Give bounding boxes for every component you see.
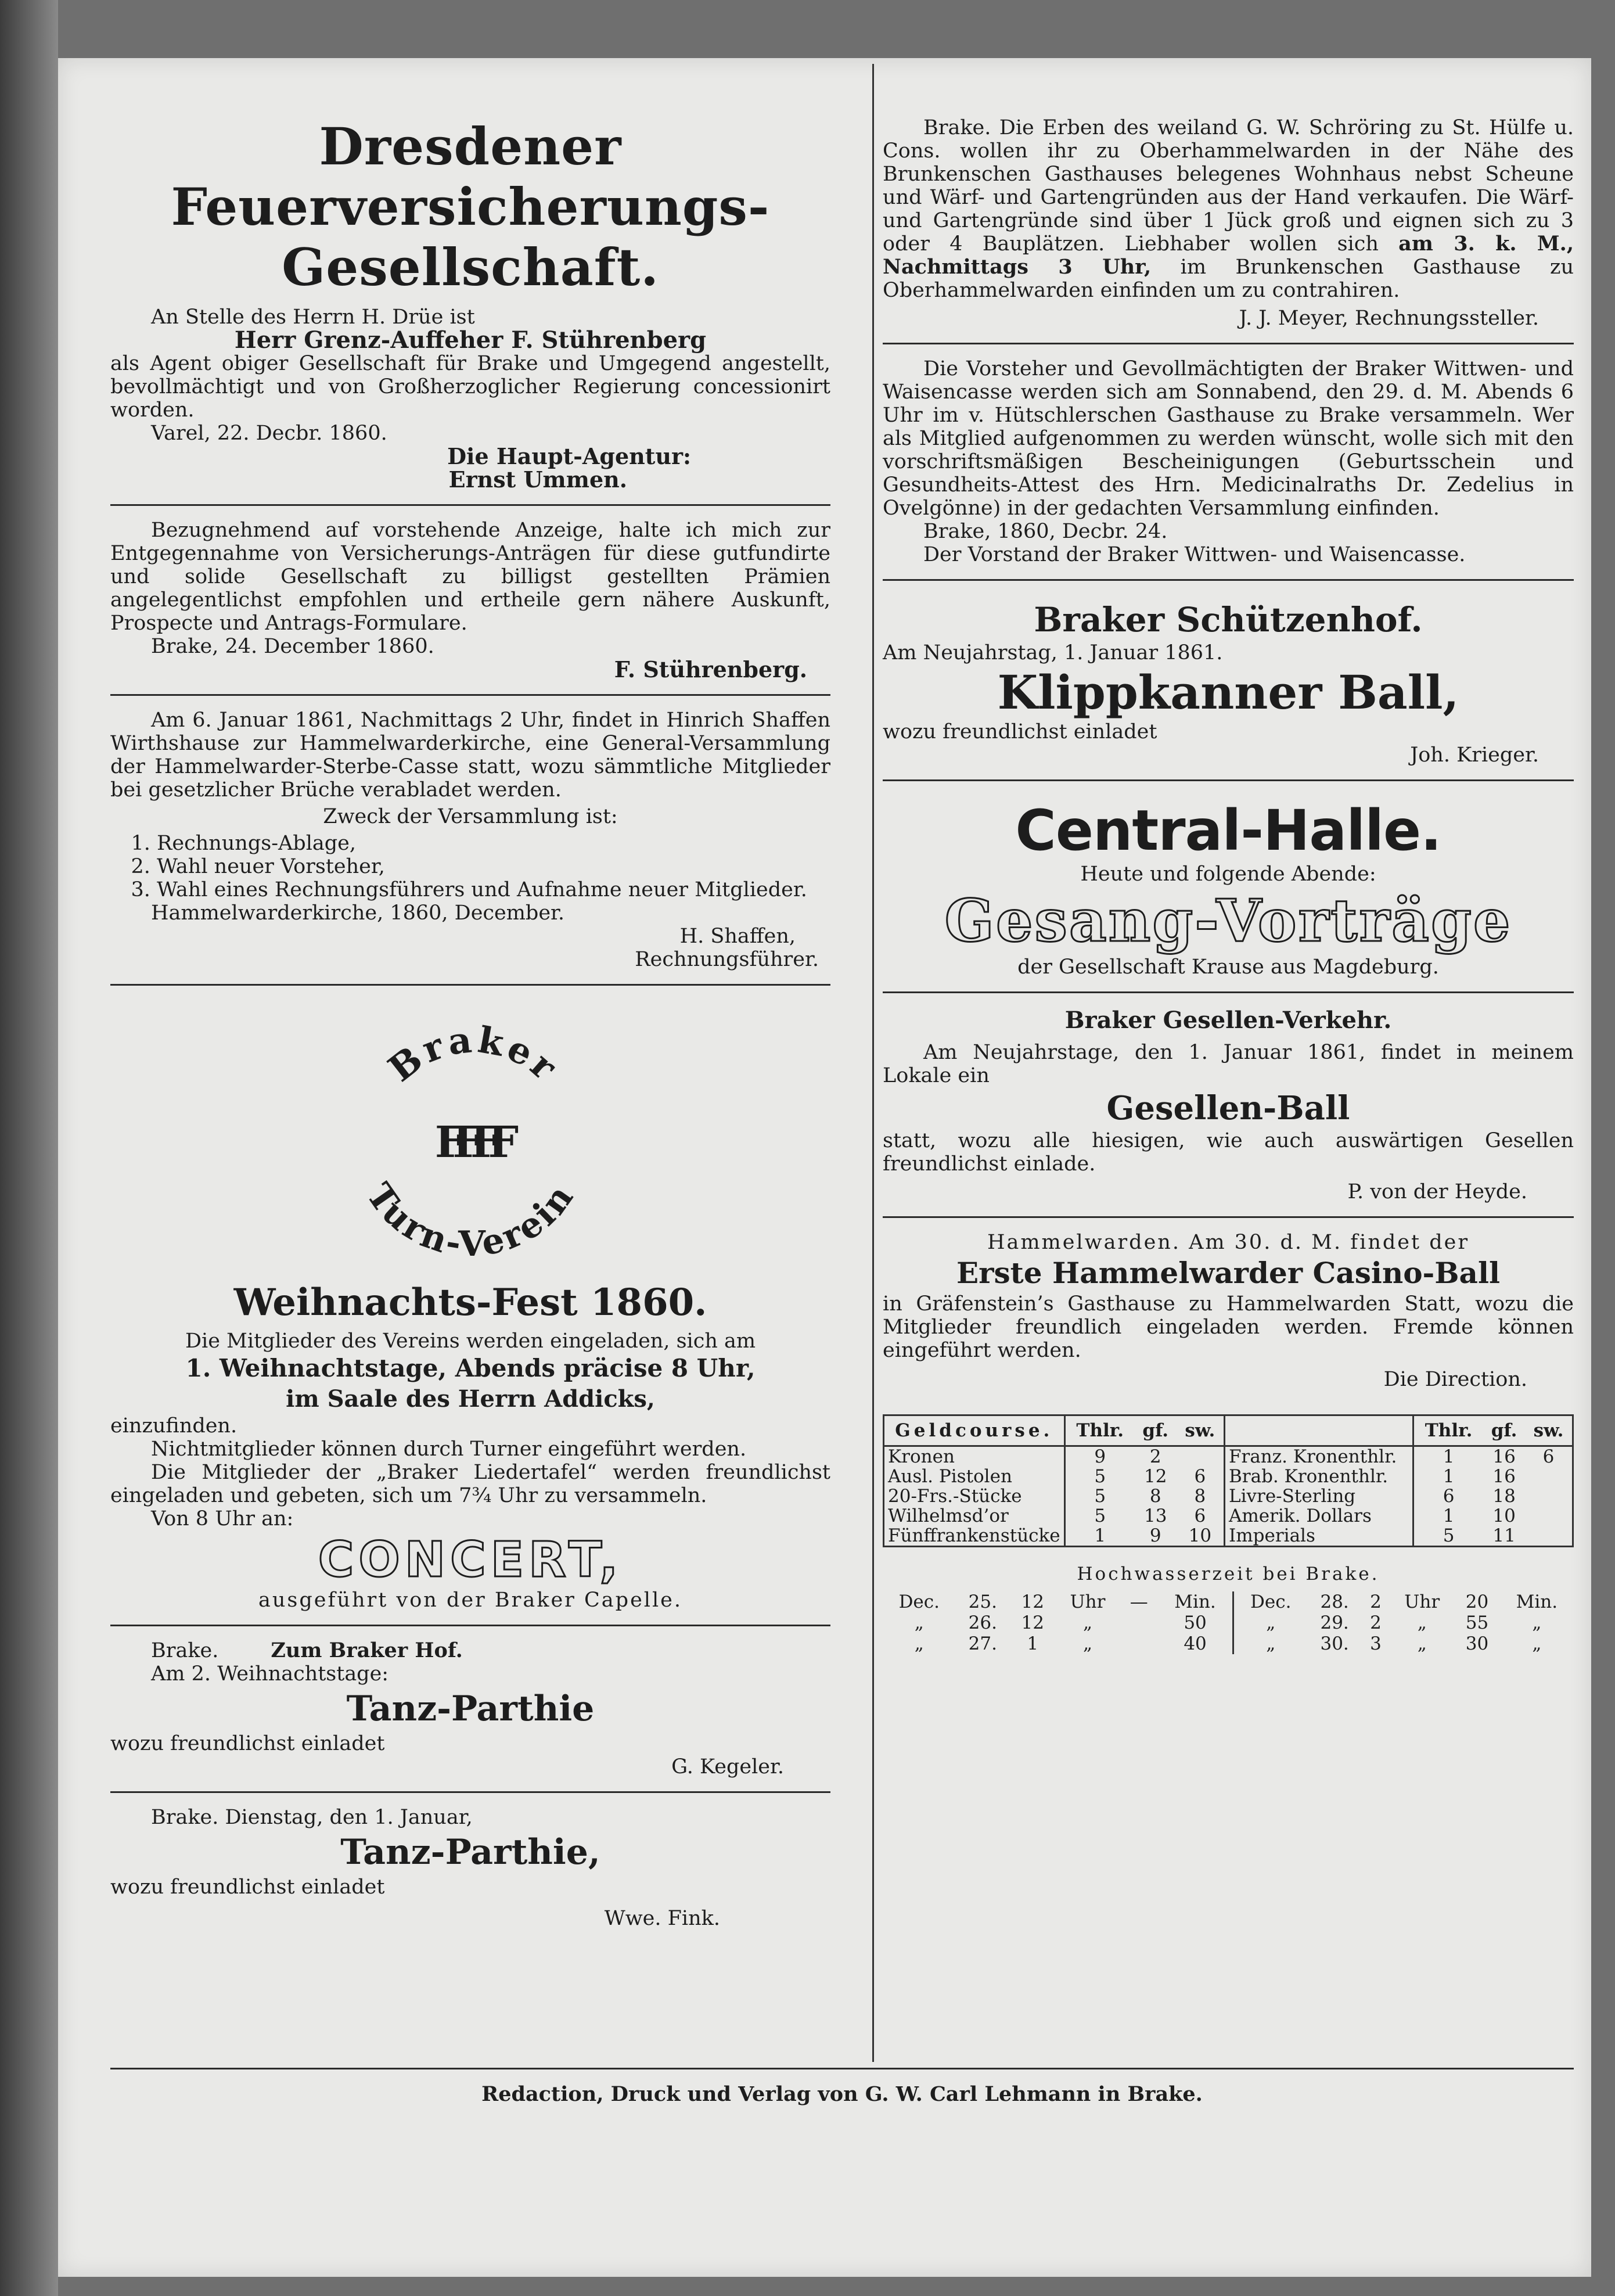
divider <box>110 694 830 696</box>
ad-turnverein <box>110 1003 830 1612</box>
table-cell: Franz. Kronenthlr. <box>1225 1446 1413 1467</box>
emblem-top-text: Braker <box>380 1018 567 1091</box>
divider <box>110 1791 830 1793</box>
table-row <box>884 1506 1572 1526</box>
gesellen-sig: P. von der Heyde. <box>1347 1180 1527 1203</box>
ad-sterbecasse <box>110 709 830 971</box>
table-cell: 9 <box>1149 1525 1161 1546</box>
table-cell: 5 <box>1064 1467 1135 1486</box>
fink-line1: Brake. Dienstag, den 1. Januar, <box>151 1806 473 1829</box>
col-thlr: Thlr. <box>1064 1416 1135 1446</box>
ad-braker-hof <box>110 1639 830 1778</box>
schroering-body <box>883 116 1574 302</box>
table-cell: Brab. Kronenthlr. <box>1225 1467 1413 1486</box>
table-cell: 1 <box>1413 1506 1484 1526</box>
central-halle-by: der Gesellschaft Krause aus Magdeburg. <box>1017 955 1439 979</box>
sterbecasse-purpose: Zweck der Versammlung ist: <box>323 805 618 828</box>
table-row <box>884 1416 1572 1446</box>
turnverein-emblem <box>334 1003 607 1276</box>
table-row <box>883 1591 1574 1612</box>
table-cell: Imperials <box>1225 1526 1413 1546</box>
table-cell: 5 <box>1064 1486 1135 1506</box>
table-cell: Uhr <box>1070 1591 1106 1612</box>
table-cell: 5 <box>1413 1526 1484 1546</box>
table-cell <box>1177 1446 1225 1467</box>
table-cell: 20-Frs.-Stücke <box>888 1486 1022 1507</box>
ad-schuetzenhof <box>883 598 1574 767</box>
table-cell <box>1525 1486 1572 1506</box>
col-sw-2: sw. <box>1525 1416 1572 1446</box>
table-cell: 12 <box>1021 1591 1044 1612</box>
sterbecasse-body: Am 6. Januar 1861, Nachmittags 2 Uhr, findet in Hinrich Shaffen Wirthshause zur Hammelwarderkirche, eine General-Versammlung der Hammelwarder-Sterbe-Casse statt, wozu sämmtliche Mitglieder bei gesetzlicher Brüche verabladet werden. <box>110 709 830 802</box>
tide-title: Hochwasserzeit bei Brake. <box>1077 1564 1380 1584</box>
table-cell: 40 <box>1184 1633 1207 1654</box>
table-row <box>884 1486 1572 1506</box>
ad-stuehrenberg <box>110 519 830 681</box>
table-cell <box>1525 1506 1572 1526</box>
table-cell: 26. <box>968 1612 997 1633</box>
table-cell: 10 <box>1492 1505 1516 1526</box>
geldcourse-table <box>884 1416 1572 1546</box>
svg-text:Braker <box>380 1018 567 1090</box>
sterbecasse-dateline: Hammelwarderkirche, 1860, December. <box>151 901 565 925</box>
table-cell: „ <box>1082 1633 1092 1654</box>
col-gf-2: gf. <box>1483 1416 1525 1446</box>
table-cell: Amerik. Dollars <box>1225 1506 1413 1526</box>
table-row <box>883 1612 1574 1633</box>
table-row <box>884 1446 1572 1467</box>
schuetzenhof-title: Braker Schützenhof. <box>1034 600 1423 639</box>
table-cell: 3 <box>1370 1633 1382 1654</box>
table-cell: „ <box>1417 1633 1427 1654</box>
gesellen-title: Braker Gesellen-Verkehr. <box>1064 1007 1392 1034</box>
fink-invite: wozu freundlichst einladet <box>110 1875 385 1899</box>
table-cell: 1 <box>1413 1446 1484 1467</box>
table-row <box>883 1633 1574 1654</box>
dresdener-agent: Herr Grenz-Auffeher F. Stührenberg <box>234 326 707 354</box>
table-cell: „ <box>914 1612 924 1633</box>
stuehrenberg-dateline: Brake, 24. December 1860. <box>151 635 434 658</box>
divider <box>110 504 830 506</box>
casino-line1: Hammelwarden. Am 30. d. M. findet der <box>987 1231 1470 1254</box>
table-cell: 8 <box>1149 1486 1161 1507</box>
ad-schroering <box>883 116 1574 330</box>
gesellen-body2: statt, wozu alle hiesigen, wie auch auswärtigen Gesellen freundlichst einlade. <box>883 1129 1574 1176</box>
list-item: 2. Wahl neuer Vorsteher, <box>157 855 830 878</box>
table-cell <box>1525 1526 1572 1546</box>
braker-hof-place-text: Brake. <box>151 1639 219 1662</box>
divider <box>110 1625 830 1626</box>
wittwencasse-sig: Der Vorstand der Braker Wittwen- und Waisencasse. <box>923 543 1466 566</box>
table-cell: „ <box>914 1633 924 1654</box>
turnverein-line2: 1. Weihnachtstage, Abends präcise 8 Uhr, <box>185 1354 756 1382</box>
imprint-footer: Redaction, Druck und Verlag von G. W. Carl Lehmann in Brake. <box>481 2082 1203 2106</box>
table-cell: „ <box>1233 1612 1308 1633</box>
braker-hof-place <box>110 1639 830 1662</box>
wittwencasse-body: Die Vorsteher und Gevollmächtigten der Braker Wittwen- und Waisencasse werden sich am Sonnabend, den 29. d. M. Abends 6 Uhr im v. Hütschlerschen Gasthause zu Brake versammeln. Wer als Mitglied aufgenommen zu werden wünscht, wolle sich mit den vorschriftsmäßigen Bescheinigungen (Geburtsschein und Gesundheits-Attest des Hrn. Medicinalraths Dr. Zedelius in Ovelgönne) in der gedachten Versammlung einfinden. <box>883 357 1574 520</box>
table-cell: 6 <box>1413 1486 1484 1506</box>
table-cell: „ <box>1233 1633 1308 1654</box>
schroering-text: Brake. Die Erben des weiland G. W. Schröring zu St. Hülfe u. Cons. wollen ihr zu Oberhammelwarden in der Nähe des Brunkenschen Gasthauses belegenes Wohnhaus nebst Scheune und Wärf- und Gartengründen aus der Hand verkaufen. Die Wärf- und Gartengründe sind über 1 Jück groß und eignen sich zu 3 oder 4 Bauplätzen. Liebhaber wollen sich <box>883 116 1574 256</box>
table-cell: 29. <box>1320 1612 1349 1633</box>
table-cell: Wilhelmsd’or <box>888 1505 1009 1526</box>
table-cell: 1 <box>1064 1526 1135 1546</box>
table-cell: 2 <box>1370 1591 1382 1612</box>
ad-casino <box>883 1231 1574 1391</box>
turnverein-line7: Von 8 Uhr an: <box>151 1507 294 1530</box>
dresdener-title: Dresdener Feuerversicherungs-Gesellschaft. <box>171 116 770 297</box>
turnverein-line5: Nichtmitglieder können durch Turner eingeführt werden. <box>151 1438 747 1461</box>
table-cell: Uhr <box>1404 1591 1440 1612</box>
table-cell: 12 <box>1021 1612 1044 1633</box>
table-cell: 20 <box>1465 1591 1489 1612</box>
geldcourse-body <box>884 1446 1572 1546</box>
gesellen-event: Gesellen-Ball <box>1106 1089 1350 1127</box>
table-cell: 30 <box>1465 1633 1489 1654</box>
table-cell: „ <box>1532 1633 1542 1654</box>
table-cell: 16 <box>1492 1446 1516 1467</box>
geldcourse-header: Geldcourse. <box>884 1416 1064 1446</box>
fink-sig: Wwe. Fink. <box>604 1907 720 1930</box>
schuetzenhof-invite: wozu freundlichst einladet <box>883 720 1157 743</box>
turnverein-line6: Die Mitglieder der „Braker Liedertafel“ werden freundlichst eingeladen und gebeten, sich um 7¾ Uhr zu versammeln. <box>110 1461 830 1507</box>
table-cell <box>1525 1467 1572 1486</box>
table-cell: „ <box>1082 1612 1092 1633</box>
table-cell: 25. <box>968 1591 997 1612</box>
schuetzenhof-sig: Joh. Krieger. <box>1410 743 1539 767</box>
casino-sig: Die Direction. <box>1383 1368 1527 1391</box>
braker-hof-venue: Zum Braker Hof. <box>271 1639 463 1662</box>
dresdener-dateline: Varel, 22. Decbr. 1860. <box>151 422 387 445</box>
table-cell: Min. <box>1516 1591 1558 1612</box>
list-item: 1. Rechnungs-Ablage, <box>157 832 830 855</box>
braker-hof-sig: G. Kegeler. <box>671 1755 784 1778</box>
table-cell: 55 <box>1465 1612 1489 1633</box>
table-cell: Fünffrankenstücke <box>888 1525 1060 1546</box>
table-cell: Dec. <box>898 1591 940 1612</box>
ad-gesellen <box>883 1006 1574 1203</box>
svg-text:Turn-Verein <box>358 1176 582 1265</box>
turnverein-line4: einzufinden. <box>110 1414 238 1438</box>
sterbecasse-list <box>134 832 830 901</box>
divider <box>883 1216 1574 1218</box>
col-gf: gf. <box>1135 1416 1177 1446</box>
tide-table <box>883 1591 1574 1654</box>
sterbecasse-sig1: H. Shaffen, <box>679 925 796 948</box>
turnverein-line1: Die Mitglieder des Vereins werden eingeladen, sich am <box>185 1330 756 1353</box>
table-cell: Min. <box>1174 1591 1216 1612</box>
turnverein-title: Weihnachts-Fest 1860. <box>233 1281 707 1324</box>
table-cell: 30. <box>1320 1633 1349 1654</box>
emblem-mark: FFFF <box>434 1118 506 1167</box>
divider <box>883 579 1574 581</box>
table-cell: 2 <box>1149 1446 1161 1467</box>
table-cell: 27. <box>968 1633 997 1654</box>
central-halle-sub: Heute und folgende Abende: <box>1080 863 1376 886</box>
braker-hof-title: Tanz-Parthie <box>346 1688 595 1729</box>
table-cell: 12 <box>1144 1466 1167 1487</box>
concert-by: ausgeführt von der Braker Capelle. <box>258 1589 683 1612</box>
table-cell: 11 <box>1492 1525 1516 1546</box>
table-cell: 1 <box>1027 1633 1039 1654</box>
table-cell: 18 <box>1492 1486 1516 1507</box>
footer-rule <box>110 2068 1574 2069</box>
table-row <box>884 1526 1572 1546</box>
table-cell: 6 <box>1542 1446 1555 1467</box>
sterbecasse-sig2: Rechnungsführer. <box>635 948 819 971</box>
schroering-rest: im Brunkenschen Gasthause zu Oberhammelwarden einfinden um zu contrahiren. <box>883 256 1574 302</box>
column-divider <box>872 64 874 2062</box>
gesellen-body: Am Neujahrstage, den 1. Januar 1861, findet in meinem Lokale ein <box>883 1041 1574 1087</box>
fink-title: Tanz-Parthie, <box>340 1832 600 1873</box>
table-cell: „ <box>1532 1612 1542 1633</box>
table-cell: — <box>1130 1591 1148 1612</box>
geldcourse-box <box>883 1414 1574 1547</box>
braker-hof-invite: wozu freundlichst einladet <box>110 1732 385 1755</box>
schroering-bold: am 3. k. M., Nachmittags 3 Uhr, <box>883 232 1574 279</box>
casino-event: Erste Hammelwarder Casino-Ball <box>956 1256 1500 1290</box>
table-cell: 13 <box>1144 1505 1167 1526</box>
table-cell: 8 <box>1194 1486 1206 1507</box>
emblem-bottom-text: Turn-Verein <box>358 1176 583 1265</box>
tide-section <box>883 1562 1574 1654</box>
ad-dresdener <box>110 116 830 491</box>
table-cell: 28. <box>1320 1591 1349 1612</box>
braker-hof-date: Am 2. Weihnachtstage: <box>151 1662 389 1686</box>
ad-fink <box>110 1806 830 1930</box>
schuetzenhof-date: Am Neujahrstag, 1. Januar 1861. <box>883 641 1223 664</box>
table-cell: Ausl. Pistolen <box>888 1466 1012 1487</box>
dresdener-body: als Agent obiger Gesellschaft für Brake und Umgegend angestellt, bevollmächtigt und von Großherzoglicher Regierung concessionirt worden. <box>110 352 830 422</box>
table-cell: Dec. <box>1233 1591 1308 1612</box>
table-cell: Kronen <box>888 1446 955 1467</box>
col-thlr-2: Thlr. <box>1413 1416 1484 1446</box>
table-cell: „ <box>1417 1612 1427 1633</box>
table-cell: 9 <box>1064 1446 1135 1467</box>
schuetzenhof-event: Klippkanner Ball, <box>997 665 1459 720</box>
table-cell: 5 <box>1064 1506 1135 1526</box>
central-halle-title: Central-Halle. <box>1015 798 1441 863</box>
divider <box>110 984 830 986</box>
dresdener-sig2: Ernst Ummen. <box>448 466 627 493</box>
right-column <box>883 41 1574 1654</box>
table-cell <box>1120 1633 1159 1654</box>
divider <box>883 779 1574 781</box>
table-cell <box>1120 1612 1159 1633</box>
table-cell: 16 <box>1492 1466 1516 1487</box>
table-cell: 50 <box>1184 1612 1207 1633</box>
divider <box>883 343 1574 344</box>
divider <box>883 991 1574 993</box>
table-cell: 6 <box>1194 1505 1206 1526</box>
table-cell: Livre-Sterling <box>1225 1486 1413 1506</box>
table-cell: 6 <box>1194 1466 1206 1487</box>
left-column <box>110 41 830 1930</box>
table-row <box>884 1467 1572 1486</box>
page-edge-shadow <box>0 0 58 2296</box>
stuehrenberg-sig: F. Stührenberg. <box>614 656 807 682</box>
stuehrenberg-body: Bezugnehmend auf vorstehende Anzeige, halte ich mich zur Entgegennahme von Versicherungs-Anträgen für diese gutfundirte und solide Gesellschaft zu billigst gestellten Prämien angelegentlichst empfohlen und ertheile gern nähere Auskunft, Prospecte und Antrags-Formulare. <box>110 519 830 635</box>
schroering-sig: J. J. Meyer, Rechnungssteller. <box>1239 307 1539 330</box>
table-cell: 2 <box>1370 1612 1382 1633</box>
table-cell: 10 <box>1188 1525 1212 1546</box>
concert-heading: CONCERT, <box>318 1531 623 1588</box>
dresdener-sig1: Die Haupt-Agentur: <box>447 443 691 469</box>
dresdener-line1: An Stelle des Herrn H. Drüe ist <box>151 306 475 329</box>
central-halle-event: Gesang-Vorträge <box>944 886 1512 955</box>
casino-body: in Gräfenstein’s Gasthause zu Hammelwarden Statt, wozu die Mitglieder freundlich eingeladen werden. Fremde können eingeführt werden. <box>883 1292 1574 1362</box>
ad-wittwencasse <box>883 357 1574 566</box>
list-item: 3. Wahl eines Rechnungsführers und Aufnahme neuer Mitglieder. <box>157 878 830 901</box>
ad-central-halle <box>883 799 1574 979</box>
wittwencasse-dateline: Brake, 1860, Decbr. 24. <box>923 520 1168 543</box>
table-cell: 1 <box>1413 1467 1484 1486</box>
turnverein-line3: im Saale des Herrn Addicks, <box>286 1385 655 1413</box>
tide-body <box>883 1591 1574 1654</box>
col-sw: sw. <box>1177 1416 1225 1446</box>
